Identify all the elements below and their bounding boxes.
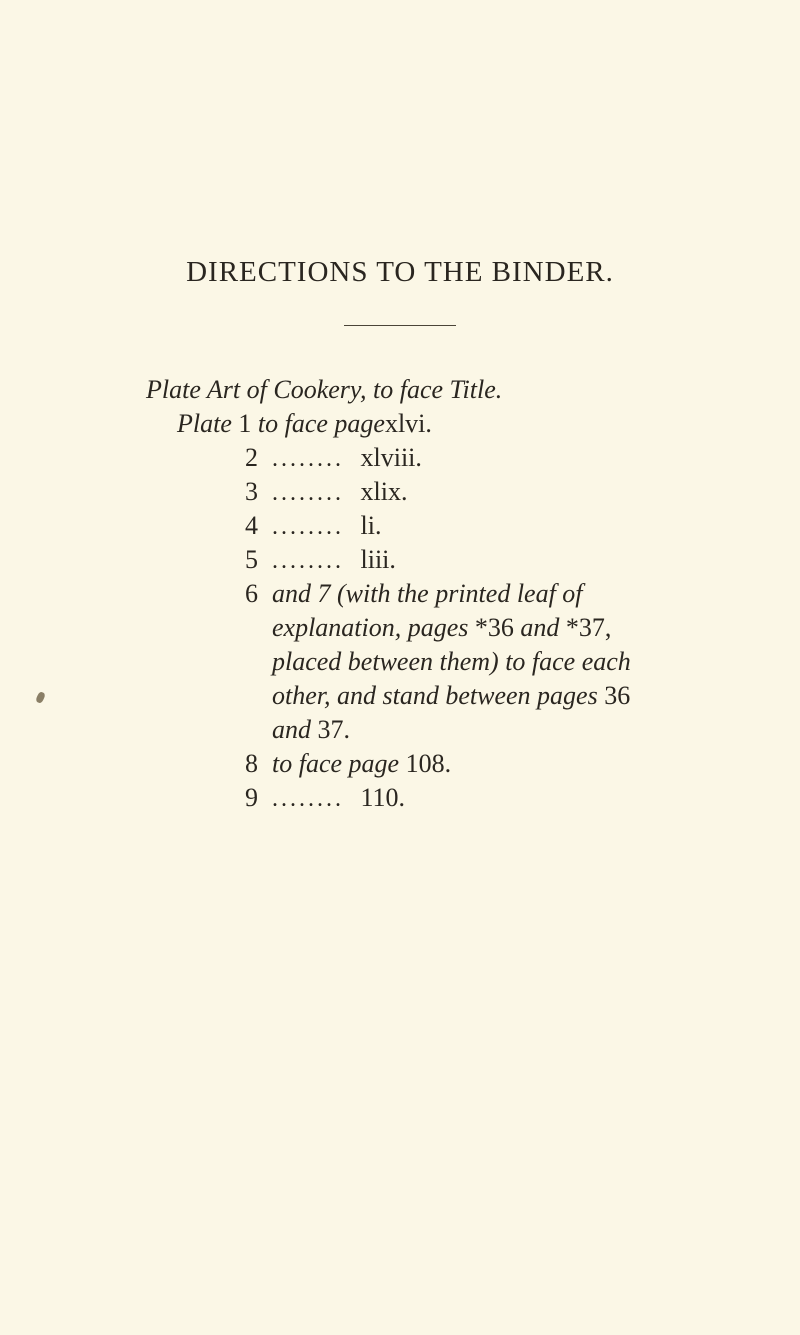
plate6-line4 [272, 681, 630, 711]
plate6-line5 [272, 715, 350, 745]
plate-page: 110. [360, 783, 406, 812]
plate6-page: *36 [474, 613, 514, 642]
leader-dots: ........ [272, 786, 344, 812]
title-plate-word: Plate [146, 375, 201, 404]
plate6-page: 36 [604, 681, 631, 710]
plate-page: 108. [405, 749, 452, 778]
plate-row-2 [272, 443, 422, 474]
plate6-line1: and 7 (with the printed leaf of [272, 579, 583, 608]
plate-page: xlviii. [360, 443, 422, 472]
plate-text: to face page [257, 409, 385, 438]
plate-row-4 [272, 511, 381, 542]
plate-page: liii. [360, 545, 396, 574]
title-plate-text: Art of Cookery, to face Title. [206, 375, 503, 404]
plate6-line3: placed between them) to face each [272, 647, 631, 676]
plate-page: xlvi. [384, 409, 432, 438]
plate-row-5 [272, 545, 396, 576]
plate-page: li. [360, 511, 382, 540]
plate-number: 6 [245, 579, 258, 608]
plate6-text: other, and stand between pages [272, 681, 598, 710]
plate-number: 2 [245, 443, 258, 472]
plate6-line2 [272, 613, 611, 643]
leader-dots: ........ [272, 548, 344, 574]
plate-number: 3 [245, 477, 258, 506]
plate6-text: and [520, 613, 560, 642]
leader-dots: ........ [272, 514, 344, 540]
plate-number: 9 [245, 783, 258, 812]
plate-row-3 [272, 477, 407, 508]
leader-dots: ........ [272, 480, 344, 506]
title-plate-line [146, 375, 502, 405]
plate-prefix: Plate [177, 409, 232, 438]
plate-number: 1 [238, 409, 252, 438]
plate6-text: and [272, 715, 311, 744]
plate-row-1 [177, 409, 432, 439]
plate6-text: explanation, pages [272, 613, 469, 642]
plate-number: 5 [245, 545, 258, 574]
plate-row-8 [272, 749, 451, 779]
plate6-page: 37. [317, 715, 350, 744]
page-heading: DIRECTIONS TO THE BINDER. [186, 256, 614, 288]
plate6-page: *37, [565, 613, 612, 642]
plate-number: 4 [245, 511, 258, 540]
leader-dots: ........ [272, 446, 344, 472]
plate-text: to face page [272, 749, 400, 778]
paper-speck [35, 691, 46, 704]
plate-page: xlix. [360, 477, 408, 506]
heading-rule [344, 325, 456, 326]
plate-row-9 [272, 783, 405, 814]
plate-number: 8 [245, 749, 258, 778]
